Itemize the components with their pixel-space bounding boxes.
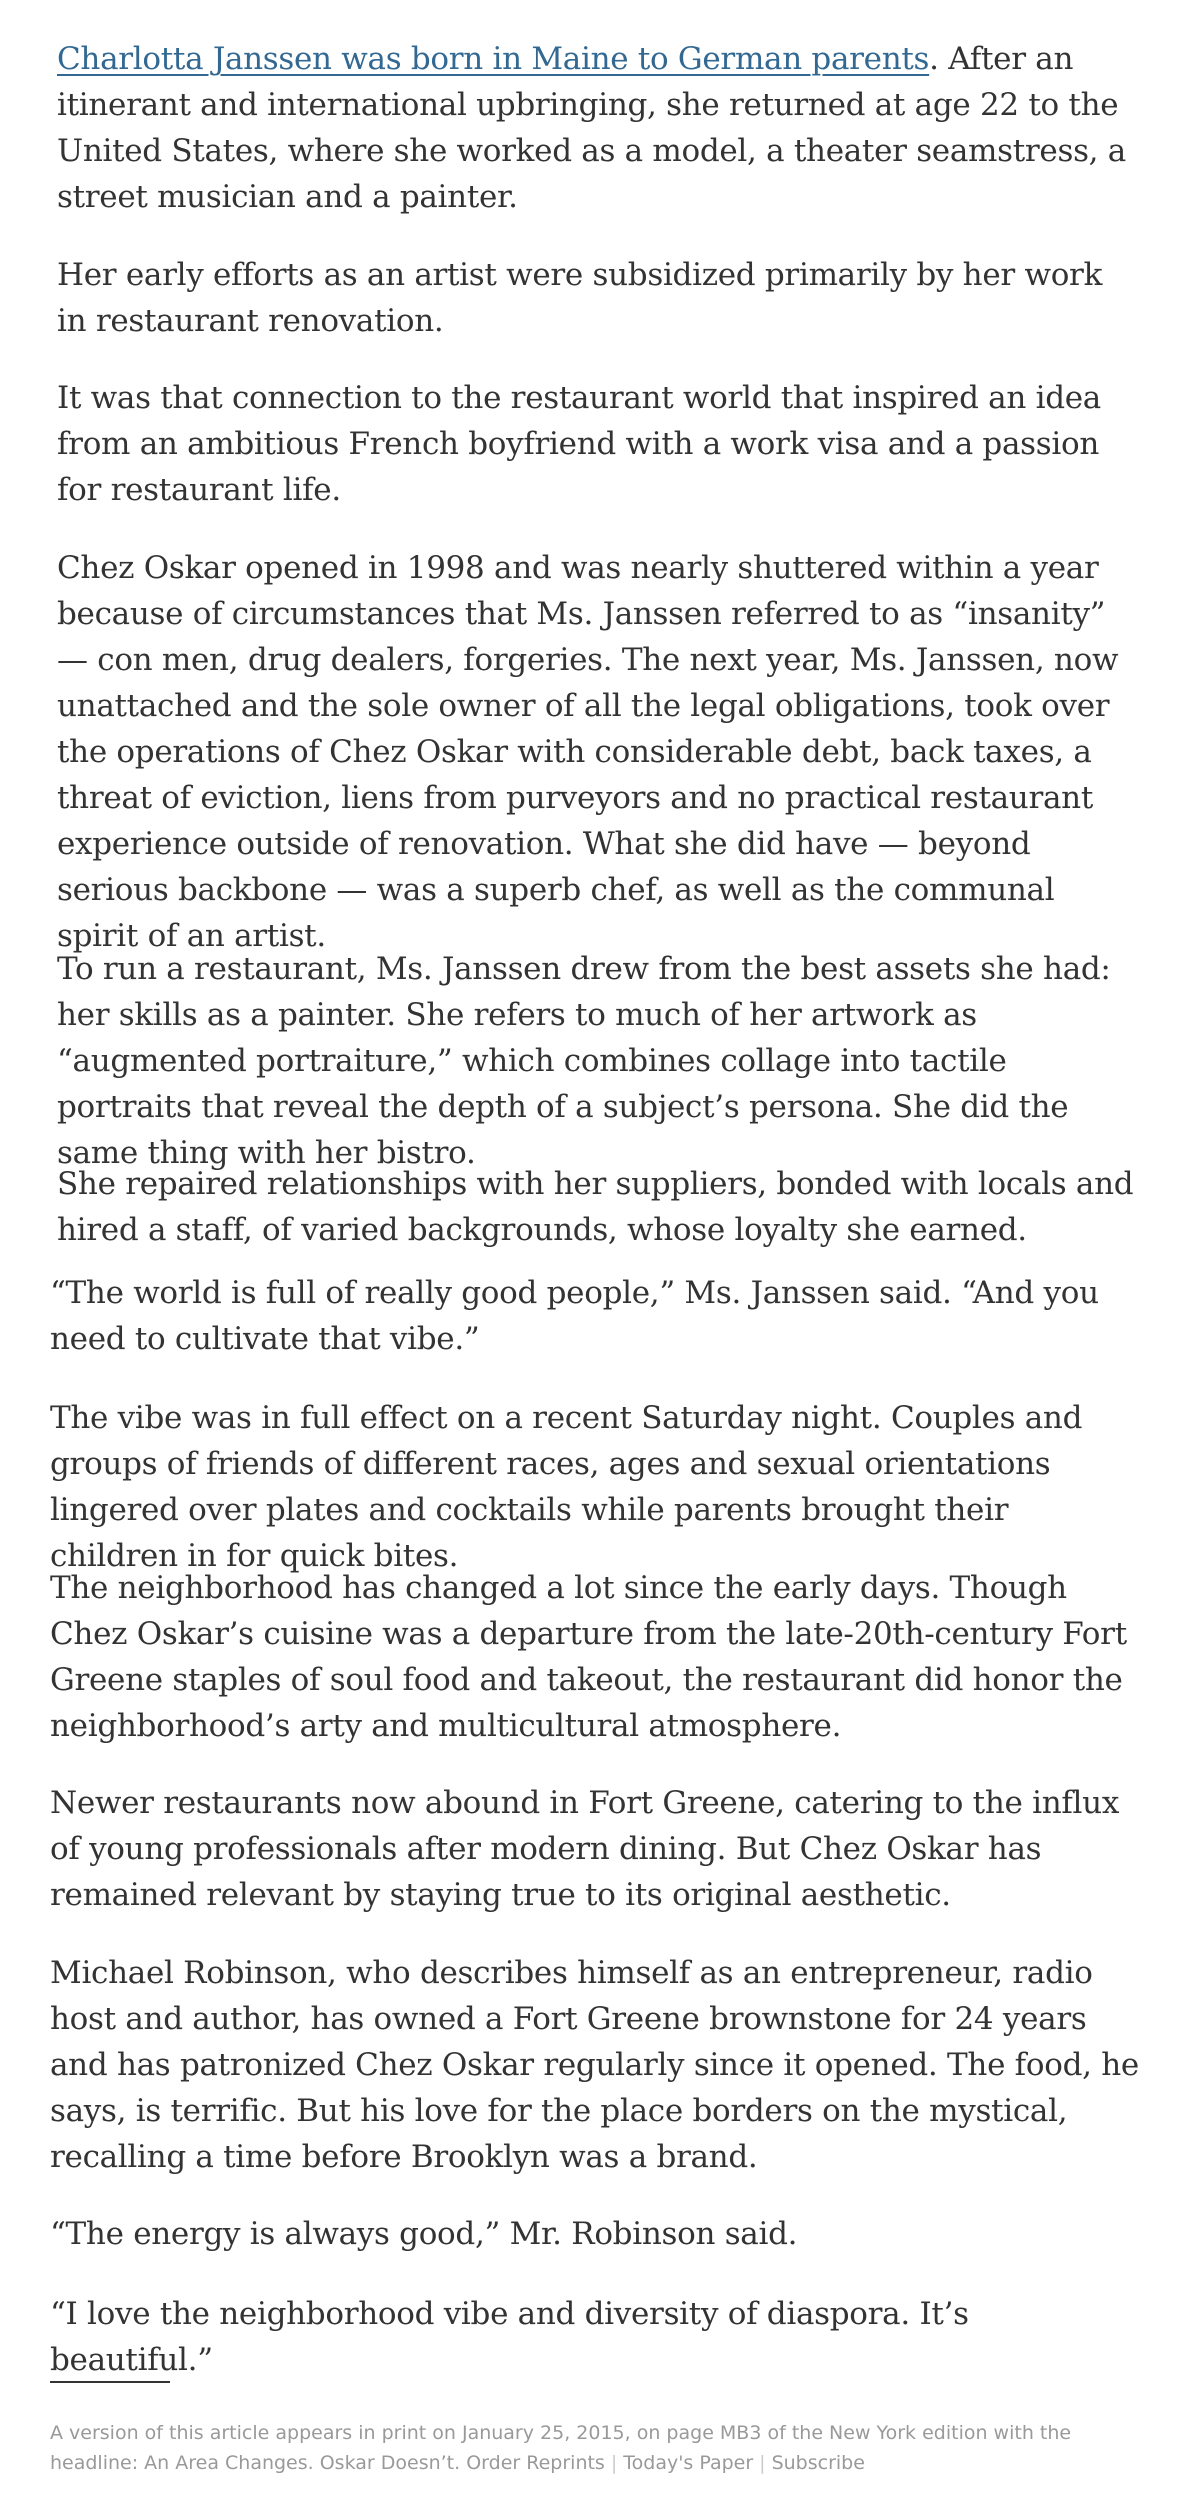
paragraph-9: The neighborhood has changed a lot since the early days. Though Chez Oskar’s cuisine was a departure from the late-20th-century Fort Greene staples of soul food and takeout, the restaurant did honor the neighborhood’s arty and multicultural atmosphere. — [50, 1570, 1127, 1744]
paragraph-6: She repaired relationships with her suppliers, bonded with locals and hired a staff, of varied backgrounds, whose loyalty she earned. — [57, 1166, 1134, 1248]
print-note-text: A version of this article appears in print on January 25, 2015, on page MB3 of the New York edition with the headline: An Area Changes. Oskar Doesn’t. — [50, 2422, 1072, 2474]
footer-separator: | — [610, 2452, 618, 2474]
order-reprints-link[interactable]: Order Reprints — [466, 2452, 605, 2474]
paragraph-13: “I love the neighborhood vibe and diversity of diaspora. It’s beautiful.” — [50, 2296, 969, 2378]
paragraph-7: “The world is full of really good people,” Ms. Janssen said. “And you need to cultivate that vibe.” — [50, 1275, 1099, 1357]
paragraph-11: Michael Robinson, who describes himself as an entrepreneur, radio host and author, has owned a Fort Greene brownstone for 24 years and has patronized Chez Oskar regularly since it opened. The food, he says, is terrific. But his love for the place borders on the mystical, recalling a time before Brooklyn was a brand. — [50, 1955, 1139, 2175]
paragraph-12: “The energy is always good,” Mr. Robinson said. — [50, 2216, 798, 2252]
paragraph-3: It was that connection to the restaurant world that inspired an idea from an ambitious French boyfriend with a work visa and a passion for restaurant life. — [57, 380, 1101, 508]
paragraph-1-text: . After an itinerant and international upbringing, she returned at age 22 to the United States, where she worked as a model, a theater seamstress, a street musician and a painter. — [57, 41, 1126, 215]
author-bio-link[interactable]: Charlotta Janssen was born in Maine to German parents — [57, 41, 930, 77]
paragraph-5: To run a restaurant, Ms. Janssen drew from the best assets she had: her skills as a painter. She refers to much of her artwork as “augmented portraiture,” which combines collage into tactile portraits that reveal the depth of a subject’s persona. She did the same thing with her bistro. — [57, 951, 1111, 1171]
paragraph-2: Her early efforts as an artist were subsidized primarily by her work in restaurant renovation. — [57, 257, 1103, 339]
paragraph-10: Newer restaurants now abound in Fort Greene, catering to the influx of young professionals after modern dining. But Chez Oskar has remained relevant by staying true to its original aesthetic. — [50, 1785, 1120, 1913]
footer-separator: | — [759, 2452, 766, 2474]
paragraph-4: Chez Oskar opened in 1998 and was nearly shuttered within a year because of circumstances that Ms. Janssen referred to as “insanity” — con men, drug dealers, forgeries. The next year, Ms. Janssen, now unattached and the sole owner of all the legal obligations, took over the operations of Chez Oskar with considerable debt, back taxes, a threat of eviction, liens from purveyors and no practical restaurant experience outside of renovation. What she did have — beyond serious backbone — was a superb chef, as well as the communal spirit of an artist. — [57, 550, 1119, 954]
article-end-divider — [50, 2381, 170, 2383]
paragraph-8: The vibe was in full effect on a recent Saturday night. Couples and groups of friends of different races, ages and sexual orientations lingered over plates and cocktails while parents brought their children in for quick bites. — [50, 1400, 1083, 1574]
subscribe-link[interactable]: Subscribe — [771, 2452, 865, 2474]
paragraph-1 — [57, 36, 1137, 220]
print-edition-note — [50, 2418, 1130, 2478]
todays-paper-link[interactable]: Today's Paper — [623, 2452, 754, 2474]
